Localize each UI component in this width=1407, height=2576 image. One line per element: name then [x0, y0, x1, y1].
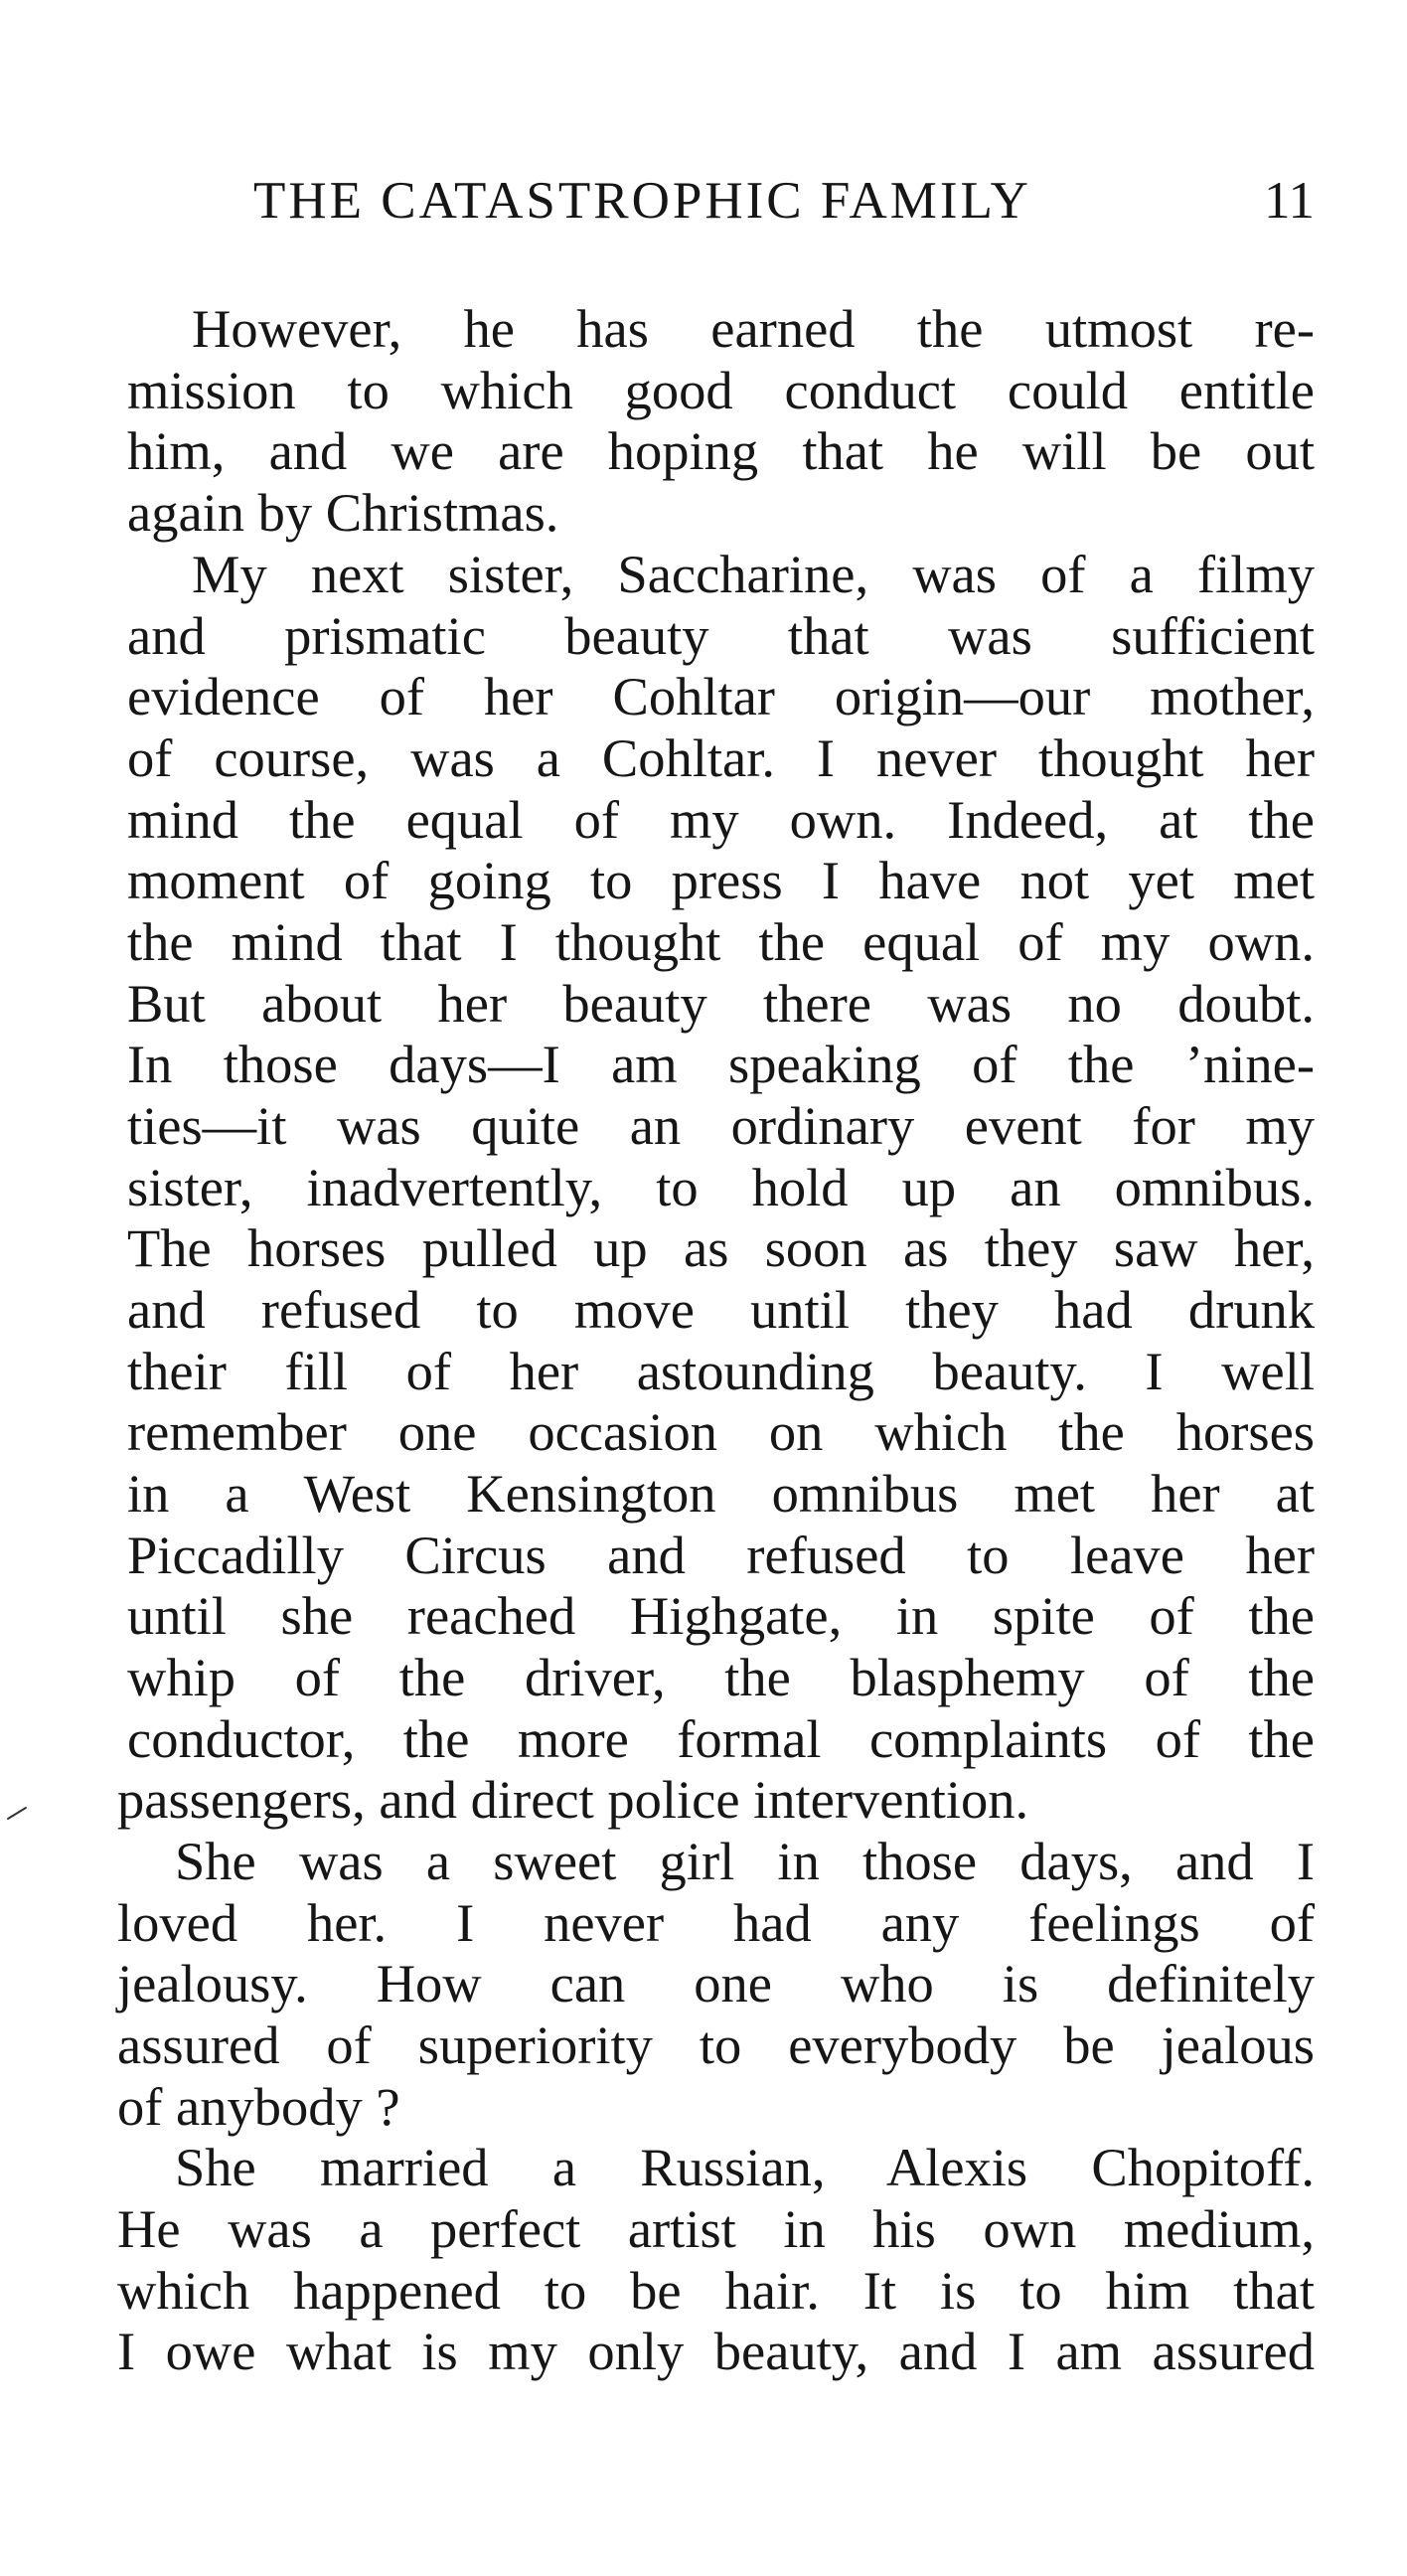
text-line: of course, was a Cohltar. I never thought her — [127, 727, 1315, 788]
text-line: conductor, the more formal complaints of the — [127, 1708, 1315, 1769]
text-line: remember one occasion on which the horses — [127, 1401, 1315, 1462]
text-line: until she reached Highgate, in spite of the — [127, 1585, 1315, 1646]
text-line: evidence of her Cohltar origin—our mother, — [127, 666, 1315, 726]
text-line: again by Christmas. — [127, 482, 559, 543]
text-line: My next sister, Saccharine, was of a filmy — [192, 544, 1315, 604]
margin-pencil-mark — [6, 1805, 28, 1821]
text-line: of anybody ? — [117, 2076, 400, 2137]
text-line: mind the equal of my own. Indeed, at the — [127, 789, 1315, 850]
text-line: passengers, and direct police intervention. — [117, 1769, 1029, 1830]
text-line: whip of the driver, the blasphemy of the — [127, 1647, 1315, 1707]
text-line: their fill of her astounding beauty. I well — [127, 1341, 1315, 1401]
text-line: In those days—I am speaking of the ’nine- — [127, 1034, 1315, 1094]
text-line: He was a perfect artist in his own medium, — [117, 2198, 1315, 2259]
text-line: and prismatic beauty that was sufficient — [127, 605, 1315, 666]
text-line: She was a sweet girl in those days, and I — [175, 1831, 1315, 1891]
text-line: ties—it was quite an ordinary event for my — [127, 1095, 1315, 1156]
text-line: The horses pulled up as soon as they saw her, — [127, 1217, 1315, 1278]
text-line: in a West Kensington omnibus met her at — [127, 1463, 1315, 1524]
running-head-title: THE CATASTROPHIC FAMILY — [253, 172, 1031, 230]
text-line: jealousy. How can one who is definitely — [117, 1953, 1315, 2013]
text-line: sister, inadvertently, to hold up an omnibus. — [127, 1157, 1315, 1217]
page-number: 11 — [1263, 172, 1315, 230]
text-line: which happened to be hair. It is to him that — [117, 2260, 1315, 2321]
text-line: moment of going to press I have not yet met — [127, 850, 1315, 910]
text-line: But about her beauty there was no doubt. — [127, 973, 1315, 1034]
text-line: She married a Russian, Alexis Chopitoff. — [175, 2137, 1315, 2197]
text-line: However, he has earned the utmost re- — [192, 298, 1315, 359]
text-line: the mind that I thought the equal of my own. — [127, 911, 1315, 972]
text-line: mission to which good conduct could entitle — [127, 360, 1315, 420]
text-line: Piccadilly Circus and refused to leave her — [127, 1525, 1315, 1585]
text-line: assured of superiority to everybody be jealous — [117, 2014, 1315, 2075]
text-line: loved her. I never had any feelings of — [117, 1892, 1315, 1953]
text-line: I owe what is my only beauty, and I am assured — [117, 2321, 1315, 2381]
text-line: and refused to move until they had drunk — [127, 1279, 1315, 1340]
text-line: him, and we are hoping that he will be out — [127, 420, 1315, 481]
running-head — [253, 171, 1315, 241]
